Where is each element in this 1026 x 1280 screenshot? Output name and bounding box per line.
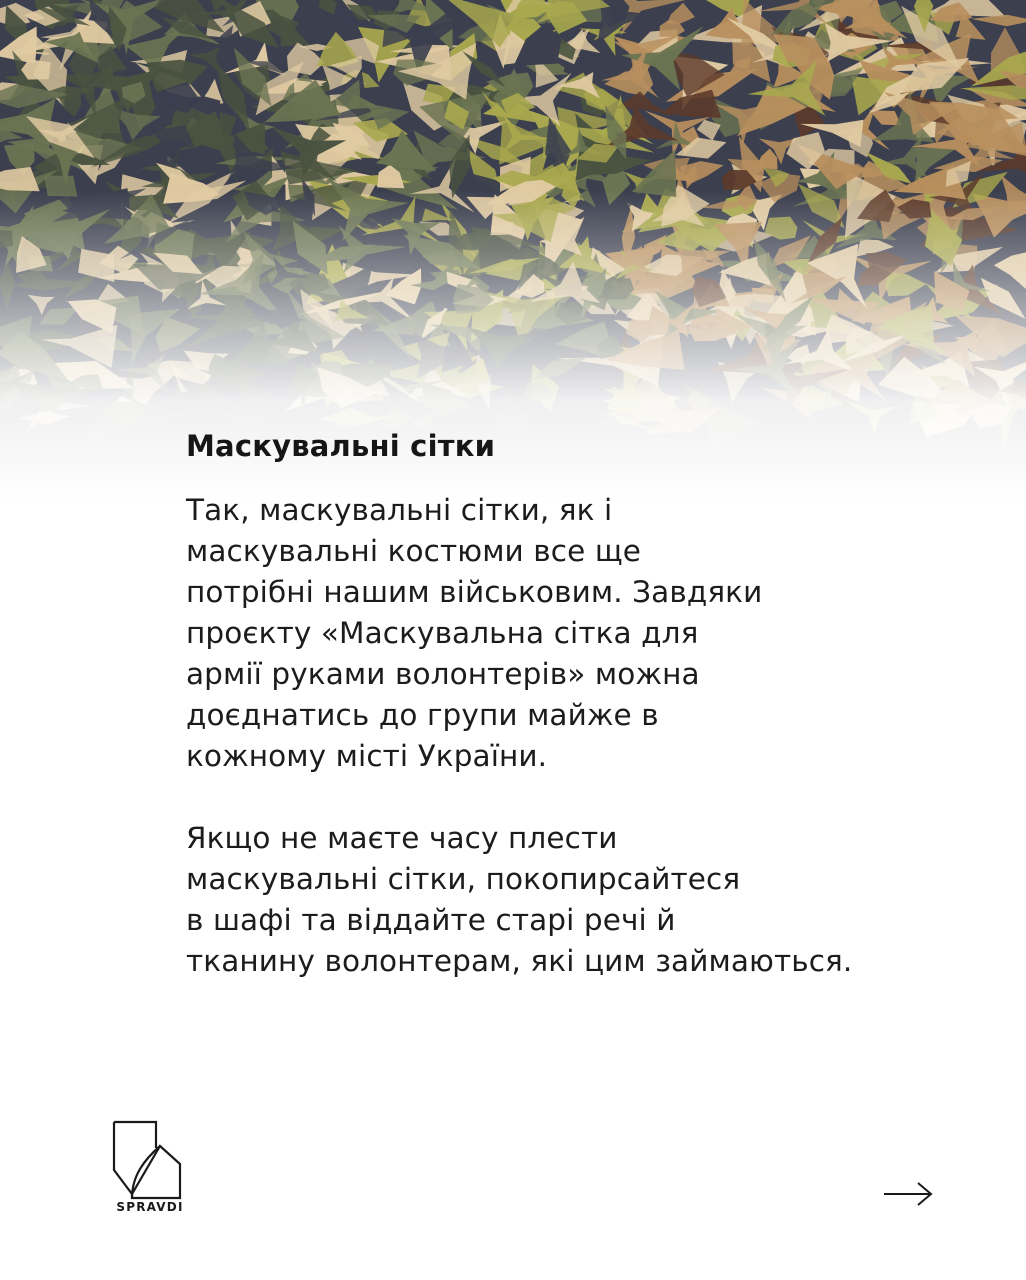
section-heading: Маскувальні сітки	[186, 429, 496, 463]
arrow-right-icon[interactable]	[880, 1178, 936, 1210]
paragraph-intro: Так, маскувальні сітки, як і маскувальні костюми все ще потрібні нашим військовим. Завдяки проєкту «Маскувальна сітка для армії руками волонтерів» можна доєднатись до групи майже в кожному місті України.	[186, 493, 763, 773]
camouflage-net-photo	[0, 0, 1026, 500]
brand-name: SPRAVDI	[116, 1200, 184, 1214]
article-body	[186, 426, 986, 982]
paragraph-advice: Якщо не маєте часу плести маскувальні сітки, покопирсайтеся в шафі та віддайте старі речі й тканину волонтерам, які цим займаються.	[186, 821, 853, 978]
